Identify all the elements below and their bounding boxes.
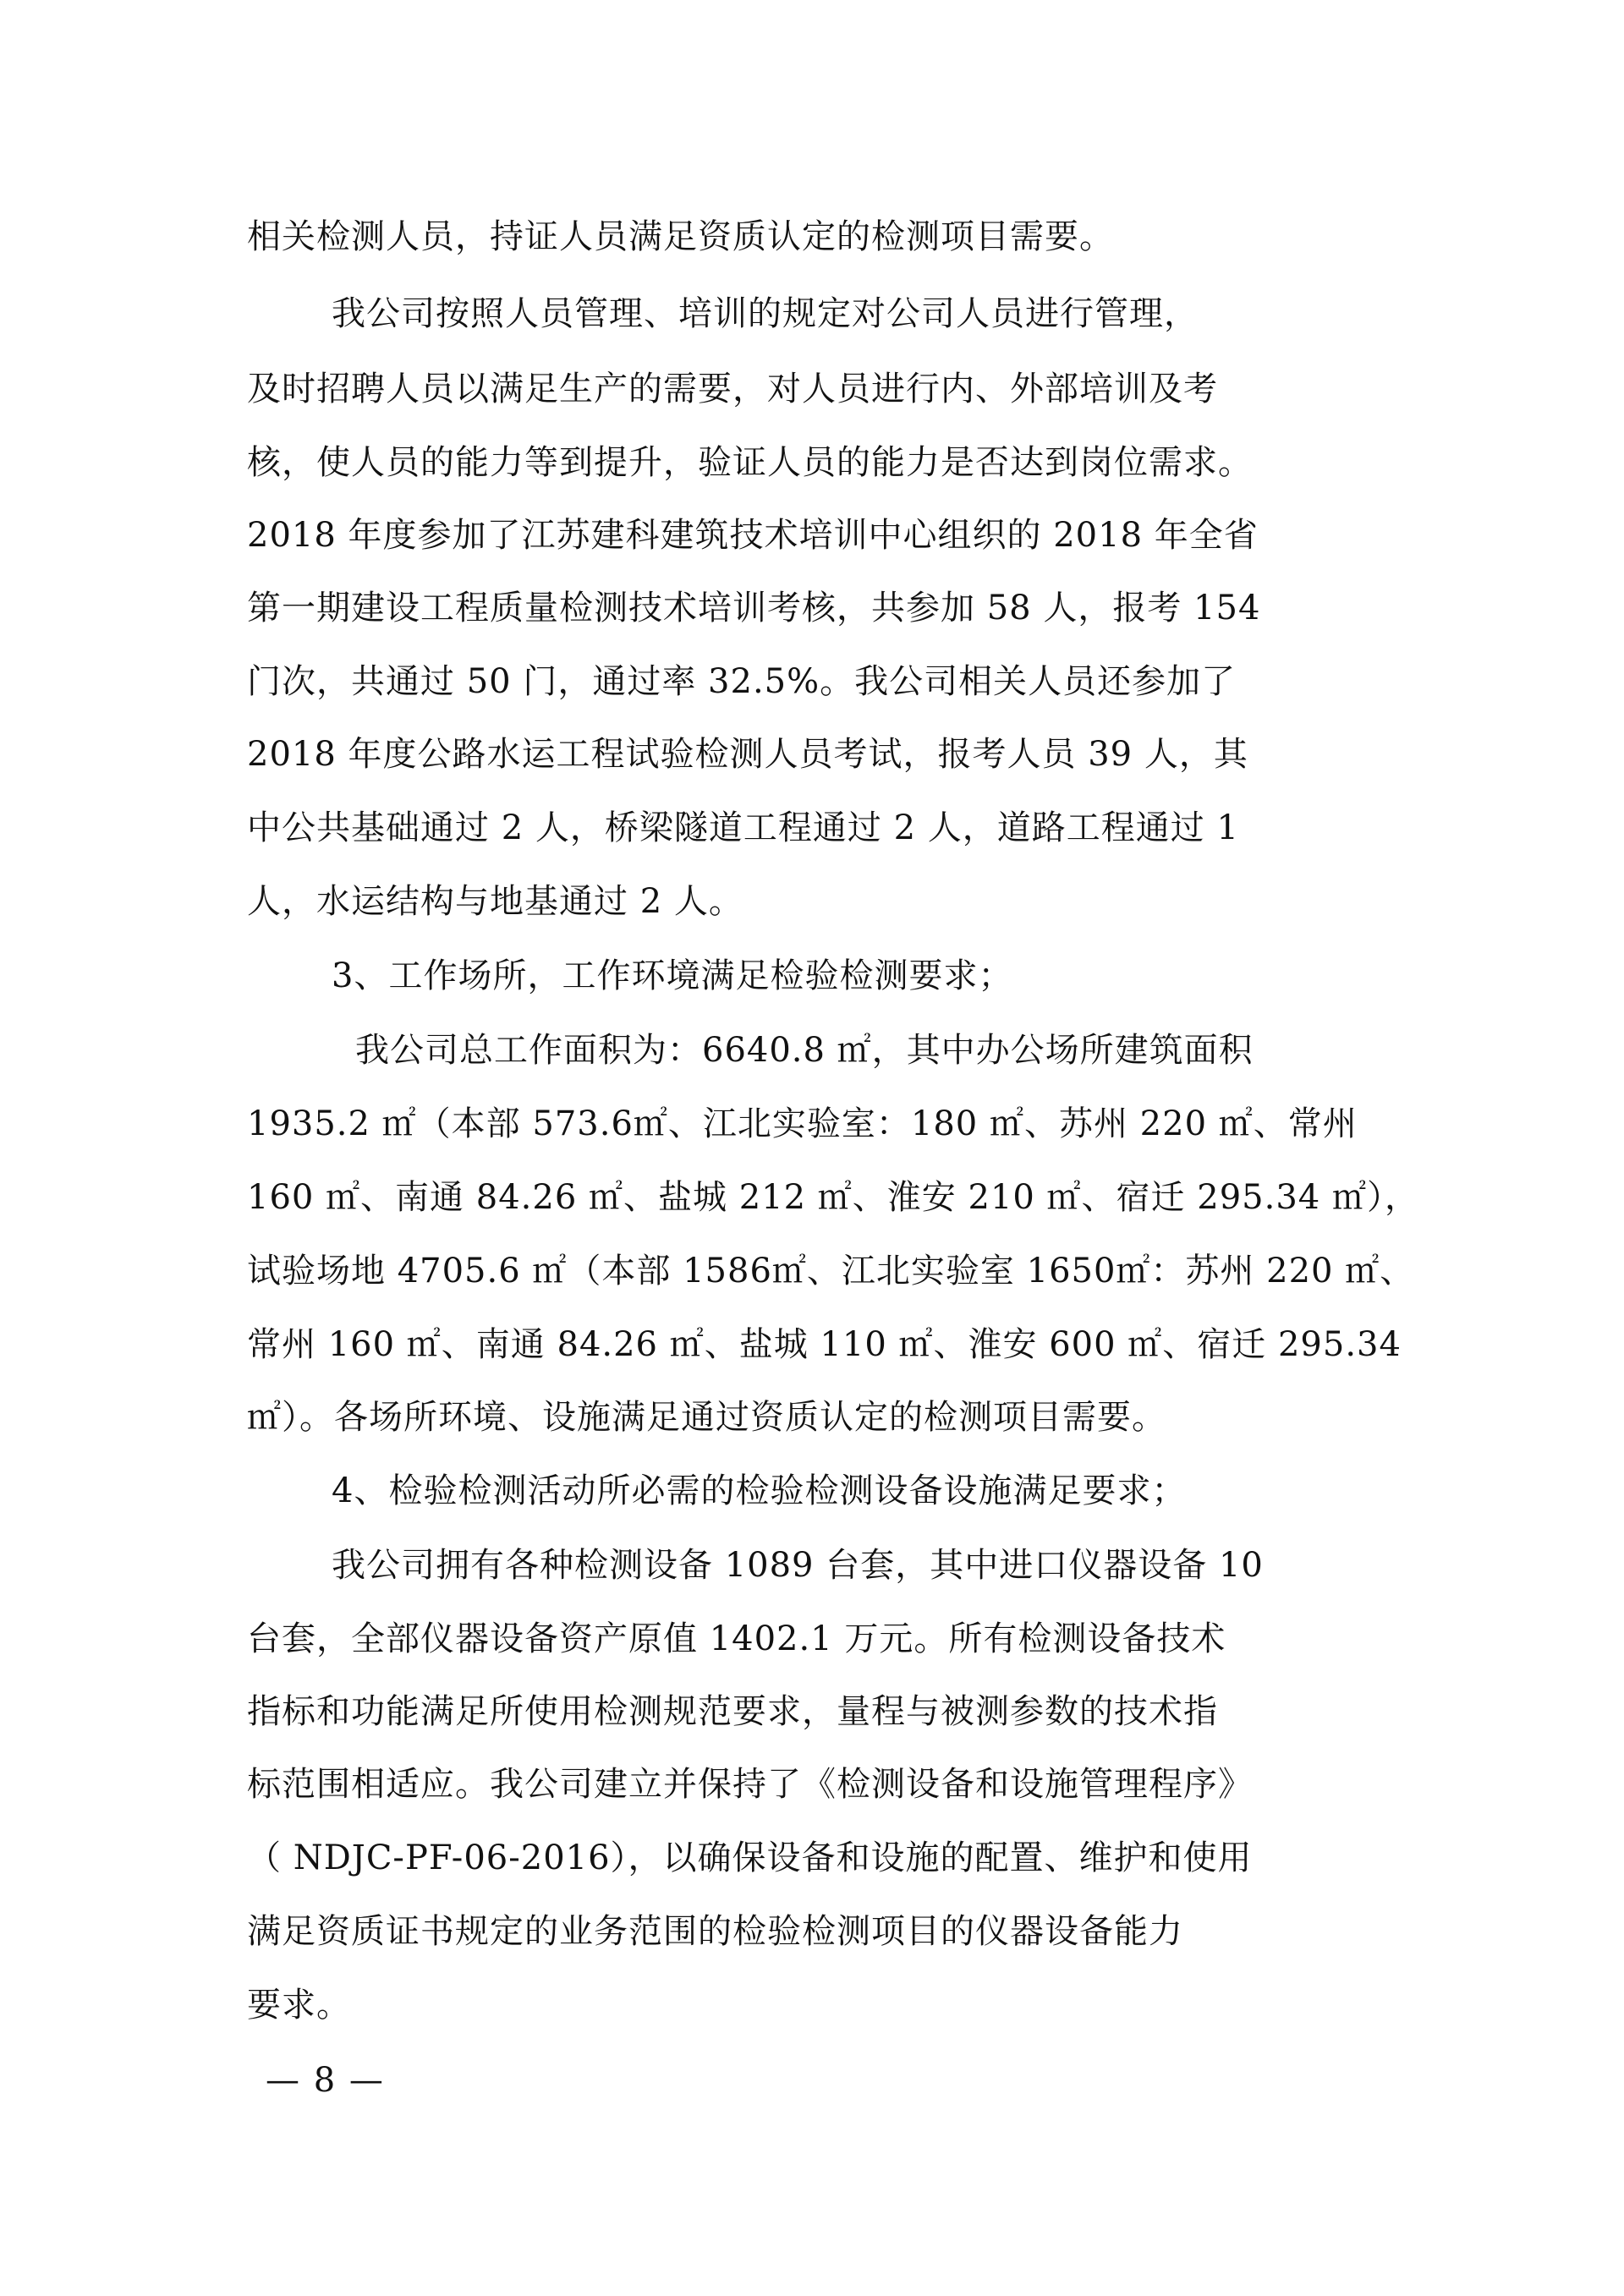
- text-line: 1935.2 ㎡（本部 573.6㎡、江北实验室：180 ㎡、苏州 220 ㎡、常州: [247, 1104, 1358, 1143]
- text-line: 指标和功能满足所使用检测规范要求，量程与被测参数的技术指: [247, 1692, 1218, 1731]
- text-line: 人，水运结构与地基通过 2 人。: [247, 882, 743, 921]
- text-line: 中公共基础通过 2 人，桥梁隧道工程通过 2 人，道路工程通过 1: [247, 808, 1239, 847]
- text-line: 试验场地 4705.6 ㎡（本部 1586㎡、江北实验室 1650㎡：苏州 220 ㎡、: [247, 1252, 1415, 1290]
- text-line: 我公司总工作面积为：6640.8 ㎡，其中办公场所建筑面积: [355, 1031, 1254, 1070]
- text-line: 满足资质证书规定的业务范围的检验检测项目的仪器设备能力: [247, 1912, 1183, 1951]
- text-line: （ NDJC-PF-06-2016），以确保设备和设施的配置、维护和使用: [247, 1838, 1253, 1877]
- section-heading: 4、检验检测活动所必需的检验检测设备设施满足要求；: [332, 1471, 1187, 1510]
- text-line: 核，使人员的能力等到提升，验证人员的能力是否达到岗位需求。: [247, 443, 1253, 482]
- text-line: 160 ㎡、南通 84.26 ㎡、盐城 212 ㎡、淮安 210 ㎡、宿迁 295.34 ㎡），: [247, 1178, 1419, 1217]
- text-line: 第一期建设工程质量检测技术培训考核，共参加 58 人，报考 154: [247, 589, 1261, 627]
- text-line: 台套，全部仪器设备资产原值 1402.1 万元。所有检测设备技术: [247, 1619, 1226, 1658]
- text-line: 常州 160 ㎡、南通 84.26 ㎡、盐城 110 ㎡、淮安 600 ㎡、宿迁 295.34: [247, 1325, 1402, 1364]
- section-heading: 3、工作场所，工作环境满足检验检测要求；: [332, 956, 1013, 995]
- text-line: 2018 年度公路水运工程试验检测人员考试，报考人员 39 人，其: [247, 735, 1248, 774]
- text-line: 要求。: [247, 1986, 351, 2025]
- text-line: 及时招聘人员以满足生产的需要，对人员进行内、外部培训及考: [247, 370, 1218, 408]
- text-line: ㎡）。各场所环境、设施满足通过资质认定的检测项目需要。: [247, 1398, 1166, 1437]
- page-number: — 8 —: [266, 2061, 385, 2100]
- text-line: 标范围相适应。我公司建立并保持了《检测设备和设施管理程序》: [247, 1765, 1253, 1804]
- text-line: 2018 年度参加了江苏建科建筑技术培训中心组织的 2018 年全省: [247, 516, 1259, 555]
- text-line: 我公司拥有各种检测设备 1089 台套，其中进口仪器设备 10: [332, 1546, 1264, 1585]
- text-line: 我公司按照人员管理、培训的规定对公司人员进行管理，: [332, 294, 1199, 333]
- text-line: 相关检测人员，持证人员满足资质认定的检测项目需要。: [247, 217, 1114, 256]
- text-line: 门次，共通过 50 门，通过率 32.5%。我公司相关人员还参加了: [247, 662, 1237, 701]
